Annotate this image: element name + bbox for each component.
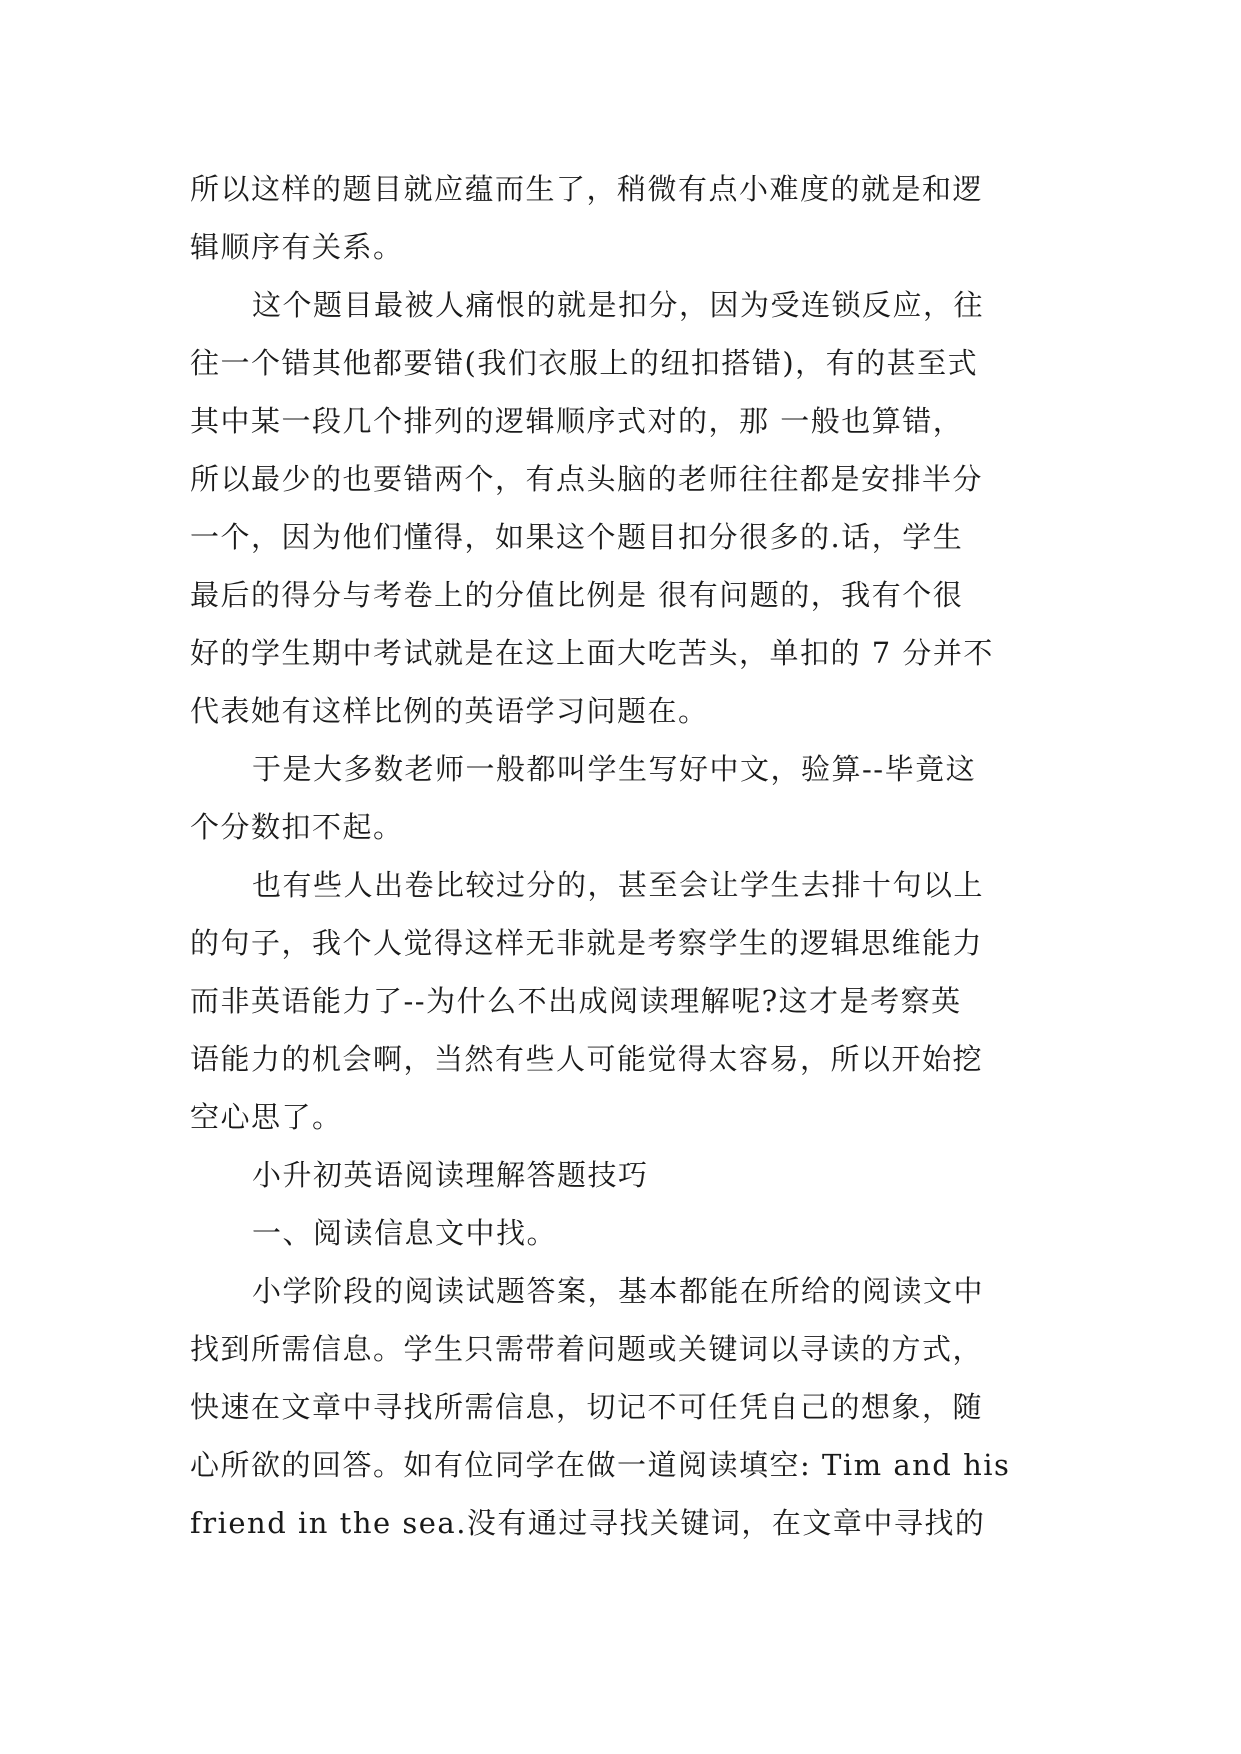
- text-line: 空心思了。: [190, 1100, 343, 1134]
- text-line: 的句子，我个人觉得这样无非就是考察学生的逻辑思维能力: [190, 926, 984, 960]
- text-line: 往一个错其他都要错(我们衣服上的纽扣搭错)，有的甚至式: [190, 346, 979, 380]
- paragraph-start-line: 也有些人出卷比较过分的，甚至会让学生去排十句以上: [252, 868, 985, 902]
- paragraph-start-line: 这个题目最被人痛恨的就是扣分，因为受连锁反应，往: [252, 288, 985, 322]
- text-line: 个分数扣不起。: [190, 810, 404, 844]
- subsection-heading: 一、阅读信息文中找。: [252, 1216, 558, 1250]
- text-line: 最后的得分与考卷上的分值比例是 很有问题的，我有个很: [190, 578, 964, 612]
- text-line: 快速在文章中寻找所需信息，切记不可任凭自己的想象，随: [190, 1390, 984, 1424]
- text-line: 找到所需信息。学生只需带着问题或关键词以寻读的方式，: [190, 1332, 984, 1366]
- section-heading: 小升初英语阅读理解答题技巧: [252, 1158, 649, 1192]
- text-line: 好的学生期中考试就是在这上面大吃苦头，单扣的 7 分并不: [190, 636, 994, 670]
- text-line: 语能力的机会啊，当然有些人可能觉得太容易，所以开始挖: [190, 1042, 984, 1076]
- text-line: 心所欲的回答。如有位同学在做一道阅读填空: Tim and his: [190, 1448, 1011, 1482]
- paragraph-start-line: 于是大多数老师一般都叫学生写好中文，验算--毕竟这: [252, 752, 977, 786]
- text-line: 所以这样的题目就应蕴而生了，稍微有点小难度的就是和逻: [190, 172, 984, 206]
- text-line: 所以最少的也要错两个，有点头脑的老师往往都是安排半分: [190, 462, 984, 496]
- body-text: [190, 160, 1060, 1552]
- text-line: 而非英语能力了--为什么不出成阅读理解呢?这才是考察英: [190, 984, 962, 1018]
- paragraph-start-line: 小学阶段的阅读试题答案，基本都能在所给的阅读文中: [252, 1274, 985, 1308]
- text-line: 其中某一段几个排列的逻辑顺序式对的，那 一般也算错，: [190, 404, 964, 438]
- text-line: 代表她有这样比例的英语学习问题在。: [190, 694, 709, 728]
- text-line: friend in the sea.没有通过寻找关键词，在文章中寻找的: [190, 1506, 986, 1540]
- text-line: 一个，因为他们懂得，如果这个题目扣分很多的.话，学生: [190, 520, 964, 554]
- text-line: 辑顺序有关系。: [190, 230, 404, 264]
